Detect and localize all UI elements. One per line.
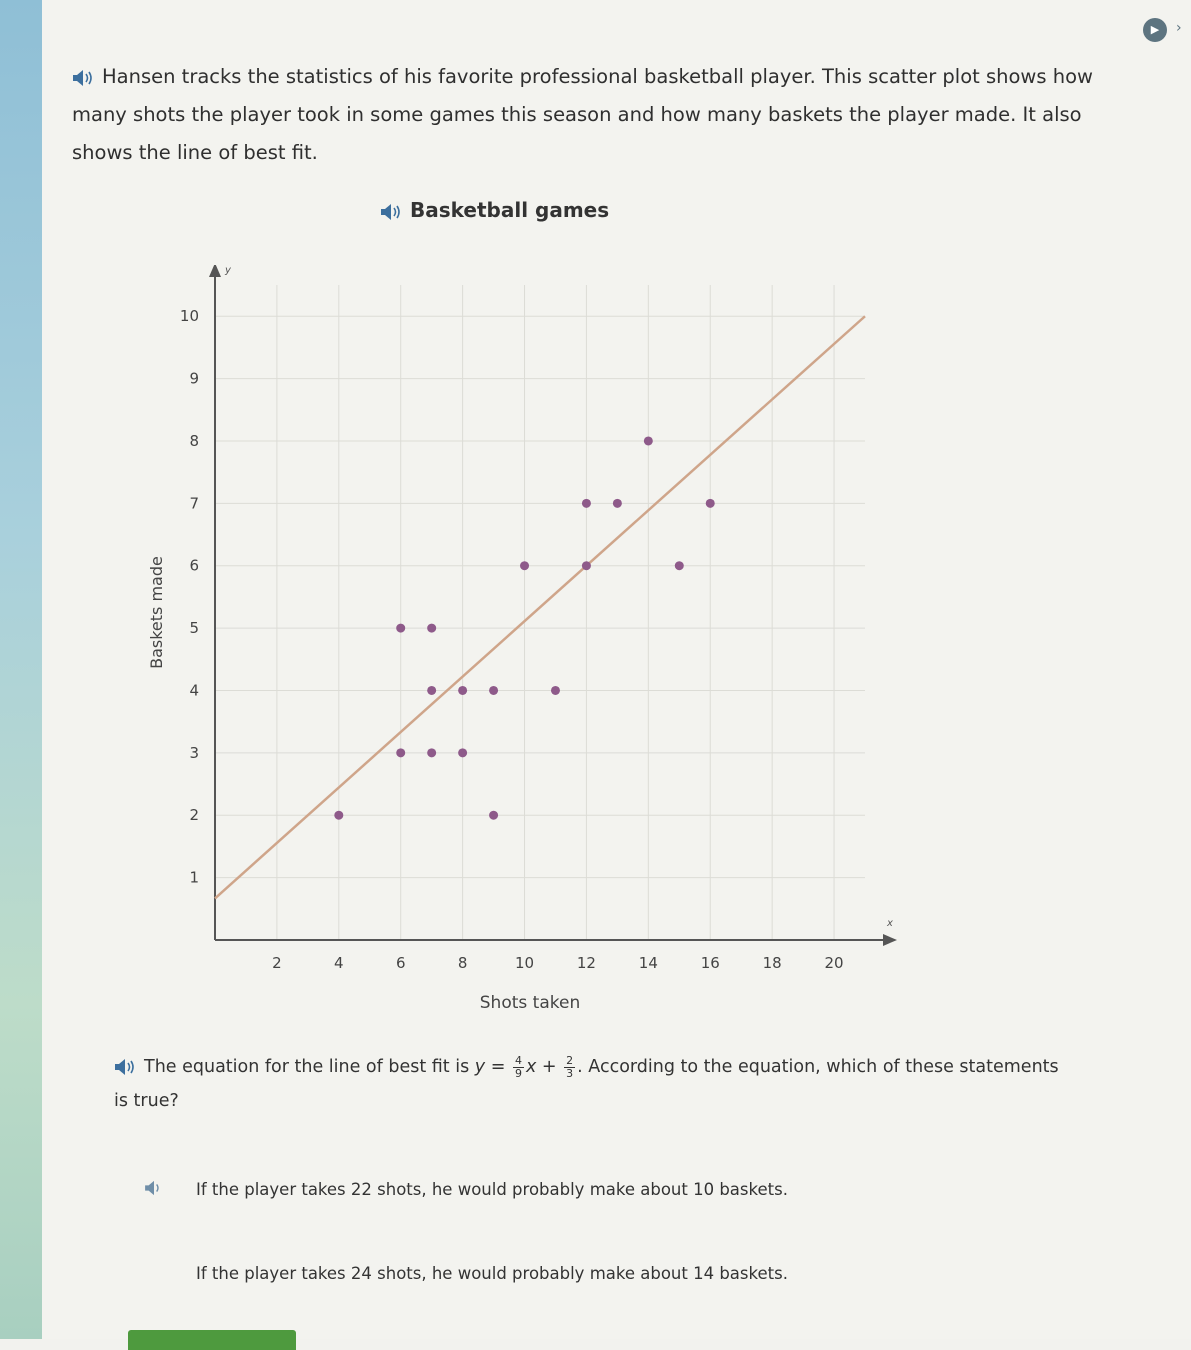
y-axis-letter: y: [225, 265, 231, 276]
question-prefix: The equation for the line of best fit is: [144, 1057, 470, 1077]
grid: [215, 285, 865, 940]
x-tick-label: 8: [457, 954, 468, 972]
data-point: [458, 686, 467, 695]
x-axis-title: Shots taken: [479, 993, 581, 1013]
best-fit-line: [215, 316, 865, 898]
data-point: [427, 748, 436, 757]
left-color-strip: [0, 0, 42, 1339]
intro-paragraph: [72, 58, 1132, 172]
y-tick-label: 10: [179, 307, 199, 326]
x-tick-label: 10: [514, 954, 535, 972]
data-point: [644, 436, 653, 445]
data-point: [396, 748, 405, 757]
speaker-icon[interactable]: [144, 1180, 164, 1200]
x-tick-label: 14: [638, 954, 658, 972]
slope-fraction: $\frac{4}{9}$: [514, 1053, 522, 1080]
axes: [209, 265, 897, 946]
data-point: [675, 561, 684, 570]
data-point: [489, 811, 498, 820]
data-point: [613, 499, 622, 508]
x-tick-label: 16: [700, 954, 720, 972]
y-tick-label: 7: [189, 494, 199, 513]
best-fit-line-group: [215, 316, 865, 898]
y-axis-arrow: [209, 265, 221, 277]
data-point: [396, 624, 405, 633]
x-axis-letter: x: [887, 918, 893, 929]
answer-option-1-text: If the player takes 22 shots, he would probably make about 10 baskets.: [196, 1180, 788, 1199]
data-point: [489, 686, 498, 695]
data-point: [427, 686, 436, 695]
eq-plus: +: [541, 1057, 557, 1077]
intercept-fraction: $\frac{2}{3}$: [566, 1053, 574, 1080]
answer-option-2-text: If the player takes 24 shots, he would probably make about 14 baskets.: [196, 1264, 788, 1283]
data-point: [582, 561, 591, 570]
eq-y: y: [474, 1057, 486, 1077]
speaker-icon[interactable]: [380, 203, 402, 221]
top-nav-button[interactable]: ▶: [1143, 18, 1167, 42]
eq-x: x: [525, 1057, 537, 1077]
data-point: [582, 499, 591, 508]
x-tick-label: 12: [576, 954, 596, 972]
chart-title: [380, 198, 609, 222]
data-point: [551, 686, 560, 695]
y-tick-label: 6: [189, 556, 199, 575]
y-tick-label: 5: [189, 619, 199, 638]
eq-equals: =: [490, 1057, 506, 1077]
y-tick-label: 2: [189, 806, 199, 825]
x-tick-label: 4: [334, 954, 344, 972]
intro-text: Hansen tracks the statistics of his favorite professional basketball player. This scatter plot shows how many shots the player took in some games this season and how many baskets the player made. It also shows the line of best fit.: [72, 65, 1093, 164]
x-tick-label: 6: [395, 954, 406, 972]
y-axis-title: Baskets made: [147, 556, 166, 669]
question-suffix: . According to the equation, which of these statements is true?: [114, 1057, 1059, 1111]
speaker-icon[interactable]: [114, 1058, 136, 1076]
scatter-plot: [140, 265, 900, 1025]
x-axis-arrow: [883, 934, 897, 946]
y-tick-label: 8: [189, 431, 199, 450]
data-point: [458, 748, 467, 757]
axis-labels: [147, 307, 844, 1013]
x-tick-label: 2: [272, 954, 282, 972]
data-point: [520, 561, 529, 570]
data-point: [706, 499, 715, 508]
y-tick-label: 4: [189, 681, 199, 700]
chart-title-text: Basketball games: [410, 198, 610, 222]
x-tick-label: 20: [824, 954, 844, 972]
y-tick-label: 3: [189, 743, 199, 762]
submit-button[interactable]: [128, 1330, 296, 1350]
y-tick-label: 1: [189, 868, 199, 887]
speaker-icon[interactable]: [72, 69, 94, 87]
data-point: [427, 624, 436, 633]
data-point: [334, 811, 343, 820]
top-chevron-icon[interactable]: ›: [1176, 20, 1182, 36]
question-text: [114, 1050, 1074, 1118]
x-tick-label: 18: [762, 954, 782, 972]
y-tick-label: 9: [189, 369, 199, 388]
